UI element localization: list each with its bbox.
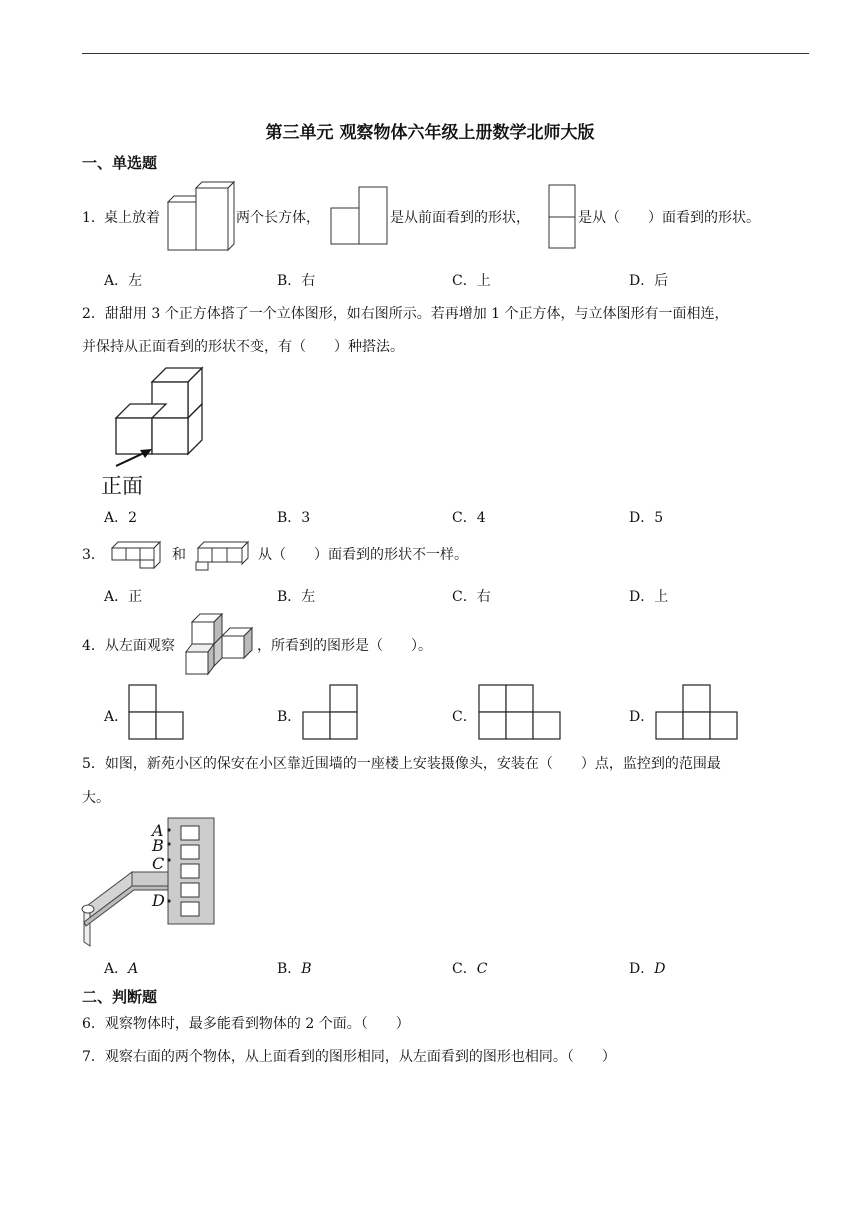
q4-cube-figure	[184, 612, 260, 676]
q4-option-d-figure[interactable]	[655, 684, 741, 742]
page-title: 第三单元 观察物体六年级上册数学北师大版	[265, 123, 595, 143]
q3-option-a[interactable]: A．正	[104, 589, 143, 605]
q3-text: 从（ ）面看到的形状不一样。	[258, 547, 468, 563]
q4-option-c-figure[interactable]	[478, 684, 564, 742]
q5-option-d[interactable]: D．D	[629, 961, 666, 977]
q1-cuboids-figure	[168, 180, 236, 254]
q4-option-d[interactable]: D．	[629, 709, 655, 725]
section-single-choice: 一、单选题	[82, 154, 158, 172]
q1-text-2: 两个长方体，	[236, 210, 320, 226]
q2-option-c[interactable]: C．4	[452, 510, 486, 526]
q3-option-b[interactable]: B．左	[277, 589, 316, 605]
q4-option-a-figure[interactable]	[128, 684, 186, 742]
q3-number: 3．	[82, 547, 105, 563]
q1-front-view-figure	[330, 186, 390, 246]
q1-option-a[interactable]: A．左	[104, 273, 143, 289]
q2-text-line1: 2．甜甜用 3 个正方体搭了一个立体图形，如右图所示。若再增加 1 个正方体，与立体图形有一面相连，	[82, 306, 729, 322]
q3-figure-1	[110, 540, 162, 570]
q3-and: 和	[172, 547, 186, 563]
q1-option-b[interactable]: B．右	[277, 273, 316, 289]
q2-option-b[interactable]: B．3	[277, 510, 311, 526]
q1-text-1: 桌上放着	[104, 210, 160, 226]
q2-option-a[interactable]: A．2	[104, 510, 138, 526]
q1-text-3: 是从前面看到的形状，	[390, 210, 530, 226]
q3-option-d[interactable]: D．上	[629, 589, 669, 605]
section-true-false: 二、判断题	[82, 988, 158, 1006]
q1-option-c[interactable]: C．上	[452, 273, 491, 289]
q5-point-a: A	[152, 821, 164, 840]
q4-text-2: ，所看到的图形是（ ）。	[257, 638, 432, 654]
q2-front-label: 正面	[101, 474, 143, 498]
q5-option-b[interactable]: B．B	[277, 961, 312, 977]
q4-option-b[interactable]: B．	[277, 709, 302, 725]
q1-option-d[interactable]: D．后	[629, 273, 669, 289]
q5-option-a[interactable]: A．A	[104, 961, 139, 977]
q7-text: 7．观察右面的两个物体，从上面看到的图形相同，从左面看到的图形也相同。（ ）	[82, 1049, 616, 1065]
q2-option-d[interactable]: D．5	[629, 510, 664, 526]
q4-option-c[interactable]: C．	[452, 709, 477, 725]
q1-text-4: 是从（ ）面看到的形状。	[578, 210, 760, 226]
q5-point-c: C	[152, 854, 165, 873]
q1-unknown-view-figure	[548, 184, 576, 250]
q5-text-line1: 5．如图，新苑小区的保安在小区靠近围墙的一座楼上安装摄像头，安装在（ ）点，监控到的范围最	[82, 756, 721, 772]
q1-number: 1．	[82, 210, 105, 226]
header-rule	[82, 53, 809, 54]
q3-figure-2	[194, 540, 250, 572]
q4-option-a[interactable]: A．	[104, 709, 129, 725]
q4-option-b-figure[interactable]	[302, 684, 360, 742]
q5-text-line2: 大。	[82, 790, 110, 806]
q6-text: 6．观察物体时，最多能看到物体的 2 个面。（ ）	[82, 1016, 410, 1032]
q5-option-c[interactable]: C．C	[452, 961, 488, 977]
q2-text-line2: 并保持从正面看到的形状不变，有（ ）种搭法。	[82, 339, 404, 355]
q3-option-c[interactable]: C．右	[452, 589, 491, 605]
q4-text-1: 4．从左面观察	[82, 638, 175, 654]
q5-building-figure	[80, 814, 220, 948]
q5-point-b: B	[152, 836, 164, 855]
q5-point-d: D	[152, 891, 165, 910]
